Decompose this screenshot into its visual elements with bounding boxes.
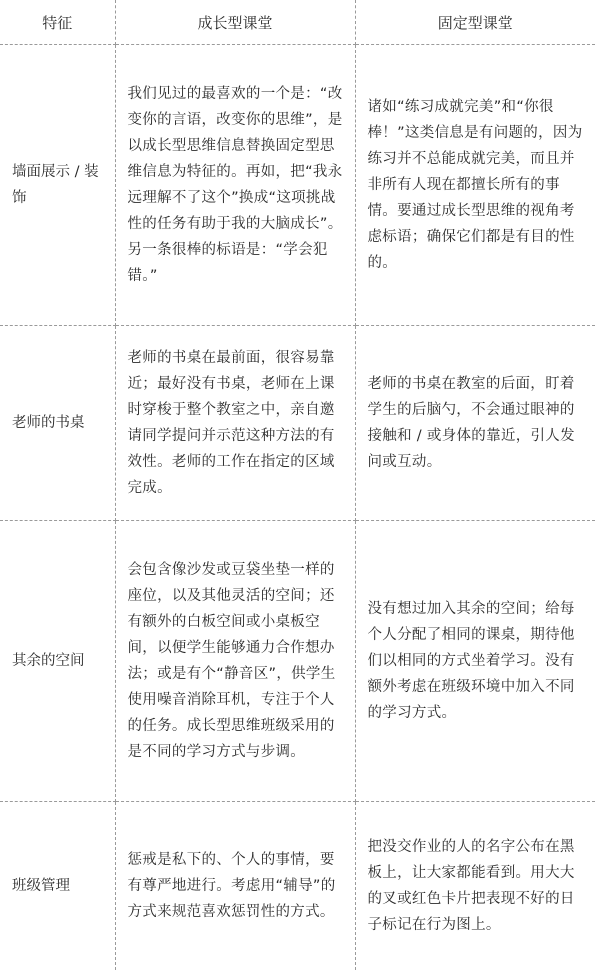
growth-cell: 我们见过的最喜欢的一个是：“改变你的言语，改变你的思维”，是以成长型思维信息替换固定型思维信息为特征的。再如，把“我永远理解不了这个”换成“这项挑战性的任务有助于我的大脑成长”。另一条很棒的标语是：“学会犯错。”	[115, 45, 355, 326]
feature-cell: 班级管理	[0, 802, 115, 971]
fixed-cell: 把没交作业的人的名字公布在黑板上，让大家都能看到。用大大的叉或红色卡片把表现不好的日子标记在行为图上。	[355, 802, 595, 971]
header-feature: 特征	[0, 0, 115, 45]
header-fixed-classroom: 固定型课堂	[355, 0, 595, 45]
feature-cell: 墙面展示 / 装饰	[0, 45, 115, 326]
fixed-cell: 诸如“练习成就完美”和“你很棒！”这类信息是有问题的，因为练习并不总能成就完美，而且并非所有人现在都擅长所有的事情。要通过成长型思维的视角考虑标语；确保它们都是有目的性的。	[355, 45, 595, 326]
header-row	[0, 0, 595, 45]
header-growth-classroom: 成长型课堂	[115, 0, 355, 45]
growth-cell: 惩戒是私下的、个人的事情，要有尊严地进行。考虑用“辅导”的方式来规范喜欢惩罚性的方式。	[115, 802, 355, 971]
fixed-cell: 没有想过加入其余的空间；给每个人分配了相同的课桌，期待他们以相同的方式坐着学习。没有额外考虑在班级环境中加入不同的学习方式。	[355, 521, 595, 802]
table-row	[0, 326, 595, 521]
fixed-cell: 老师的书桌在教室的后面，盯着学生的后脑勺，不会通过眼神的接触和 / 或身体的靠近，引人发问或互动。	[355, 326, 595, 521]
growth-cell: 老师的书桌在最前面，很容易靠近；最好没有书桌，老师在上课时穿梭于整个教室之中，亲自邀请同学提问并示范这种方法的有效性。老师的工作在指定的区域完成。	[115, 326, 355, 521]
table-row	[0, 521, 595, 802]
feature-cell: 其余的空间	[0, 521, 115, 802]
growth-cell: 会包含像沙发或豆袋坐垫一样的座位，以及其他灵活的空间；还有额外的白板空间或小桌板空间，以便学生能够通力合作想办法；或是有个“静音区”，供学生使用噪音消除耳机，专注于个人的任务。成长型思维班级采用的是不同的学习方式与步调。	[115, 521, 355, 802]
table-row	[0, 802, 595, 971]
table-row	[0, 45, 595, 326]
feature-cell: 老师的书桌	[0, 326, 115, 521]
